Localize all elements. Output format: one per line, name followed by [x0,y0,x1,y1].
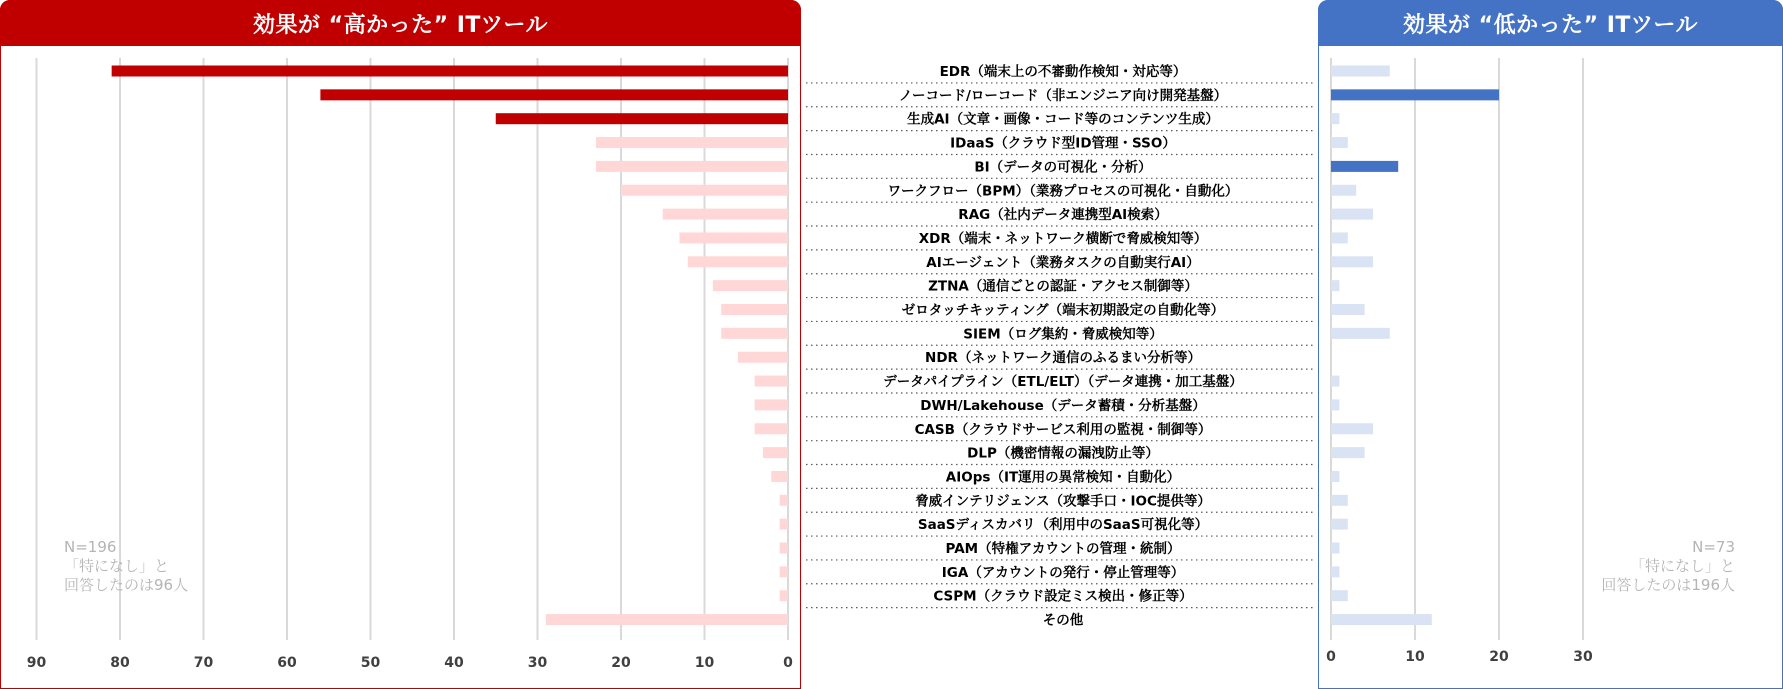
high-effect-bar [738,352,788,363]
low-effect-bar [1331,328,1390,339]
high-effect-bar [755,399,788,410]
category-label: RAG（社内データ連携型AI検索） [958,207,1168,224]
high-effect-bar [496,113,788,124]
low-effect-sample-note [1601,538,1735,595]
low-effect-bar [1331,89,1499,100]
high-effect-bar [780,543,788,554]
right-x-tick-label: 0 [1326,649,1336,665]
category-label: ワークフロー（BPM）（業務プロセスの可視化・自動化） [887,183,1239,200]
category-label: CASB（クラウドサービス利用の監視・制御等） [914,421,1212,438]
right-x-tick-label: 10 [1405,649,1425,665]
category-label: PAM（特権アカウントの管理・統制） [945,541,1181,557]
low-effect-bar [1331,185,1356,196]
high-effect-bar [621,185,788,196]
left-x-tick-label: 80 [110,655,130,671]
high-effect-none-count: 回答したのは96人 [64,576,189,594]
category-label: SIEM（ログ集約・脅威検知等） [963,326,1163,343]
category-label: IDaaS（クラウド型ID管理・SSO） [950,135,1176,152]
high-effect-bar [780,519,788,530]
category-label: ZTNA（通信ごとの認証・アクセス制御等） [928,278,1198,295]
high-effect-sample-note [64,538,188,595]
low-effect-bar [1331,399,1339,410]
high-effect-bar [755,423,788,434]
low-effect-bar [1331,471,1339,482]
left-x-tick-label: 40 [444,655,464,671]
high-effect-bar [771,471,788,482]
left-x-tick-label: 70 [193,655,214,671]
high-effect-bar [763,447,788,458]
category-label: その他 [1042,612,1084,629]
right-x-tick-label: 20 [1489,649,1509,665]
right-x-tick-label: 30 [1573,649,1593,665]
category-label: 生成AI（文章・画像・コード等のコンテンツ生成） [907,111,1219,128]
low-effect-bar [1331,232,1348,243]
category-label: SaaSディスカバリ（利用中のSaaS可視化等） [917,517,1209,534]
left-x-tick-label: 90 [26,655,47,671]
high-effect-title: 効果が “高かった” ITツール [0,0,801,46]
high-effect-bar [780,495,788,506]
low-effect-bar [1331,113,1339,124]
category-label: XDR（端末・ネットワーク横断で脅威検知等） [918,230,1208,247]
high-effect-bar [780,590,788,601]
high-effect-none-label: 「特になし」と [64,557,170,575]
category-label: AIOps（IT運用の異常検知・自動化） [945,469,1181,486]
high-effect-bar [721,304,788,315]
left-x-tick-label: 30 [527,655,548,671]
category-label: DWH/Lakehouse（データ蓄積・分析基盤） [920,397,1206,414]
high-effect-bar [320,89,788,100]
category-label: ゼロタッチキッティング（端末初期設定の自動化等） [901,302,1225,319]
category-label: ノーコード/ローコード（非エンジニア向け開発基盤） [898,87,1228,104]
high-effect-bar [679,232,788,243]
category-label: NDR（ネットワーク通信のふるまい分析等） [925,350,1201,367]
high-effect-bar [112,66,788,77]
high-effect-bar [596,137,788,148]
left-x-tick-label: 0 [783,655,793,671]
low-effect-bar [1331,66,1390,77]
category-label: IGA（アカウントの発行・停止管理等） [941,564,1185,581]
low-effect-bar [1331,256,1373,267]
left-x-tick-label: 50 [360,655,381,671]
low-effect-bar [1331,614,1432,625]
low-effect-none-label: 「特になし」と [1629,557,1735,575]
high-effect-bar [713,280,788,291]
high-effect-bar [688,256,788,267]
low-effect-bar [1331,376,1339,387]
left-x-tick-label: 20 [611,655,631,671]
category-label: CSPM（クラウド設定ミス検出・修正等） [933,588,1193,605]
high-effect-bar [663,209,788,220]
left-x-tick-label: 60 [277,655,297,671]
low-effect-bar [1331,447,1365,458]
high-effect-bar [780,566,788,577]
category-label: 脅威インテリジェンス（攻撃手口・IOC提供等） [915,493,1211,510]
left-x-tick-label: 10 [694,655,715,671]
low-effect-bar [1331,590,1348,601]
low-effect-n: N=73 [1692,538,1735,556]
low-effect-bar [1331,209,1373,220]
high-effect-n: N=196 [64,538,117,556]
category-label: DLP（機密情報の漏洩防止等） [967,445,1159,462]
high-effect-bar [596,161,788,172]
low-effect-bar [1331,543,1339,554]
high-effect-bar [546,614,788,625]
low-effect-bar [1331,566,1339,577]
low-effect-bar [1331,495,1348,506]
low-effect-bar [1331,137,1348,148]
low-effect-bar [1331,280,1339,291]
category-label: BI（データの可視化・分析） [974,159,1152,176]
low-effect-bar [1331,423,1373,434]
low-effect-bar [1331,304,1365,315]
high-effect-bar [755,376,788,387]
low-effect-title: 効果が “低かった” ITツール [1318,0,1783,46]
low-effect-none-count: 回答したのは196人 [1601,576,1735,594]
low-effect-bar [1331,161,1398,172]
low-effect-bar [1331,519,1348,530]
category-label: AIエージェント（業務タスクの自動実行AI） [926,254,1200,271]
category-label: データパイプライン（ETL/ELT）（データ連携・加工基盤） [883,374,1243,391]
category-label: EDR（端末上の不審動作検知・対応等） [939,64,1187,80]
high-effect-bar [721,328,788,339]
